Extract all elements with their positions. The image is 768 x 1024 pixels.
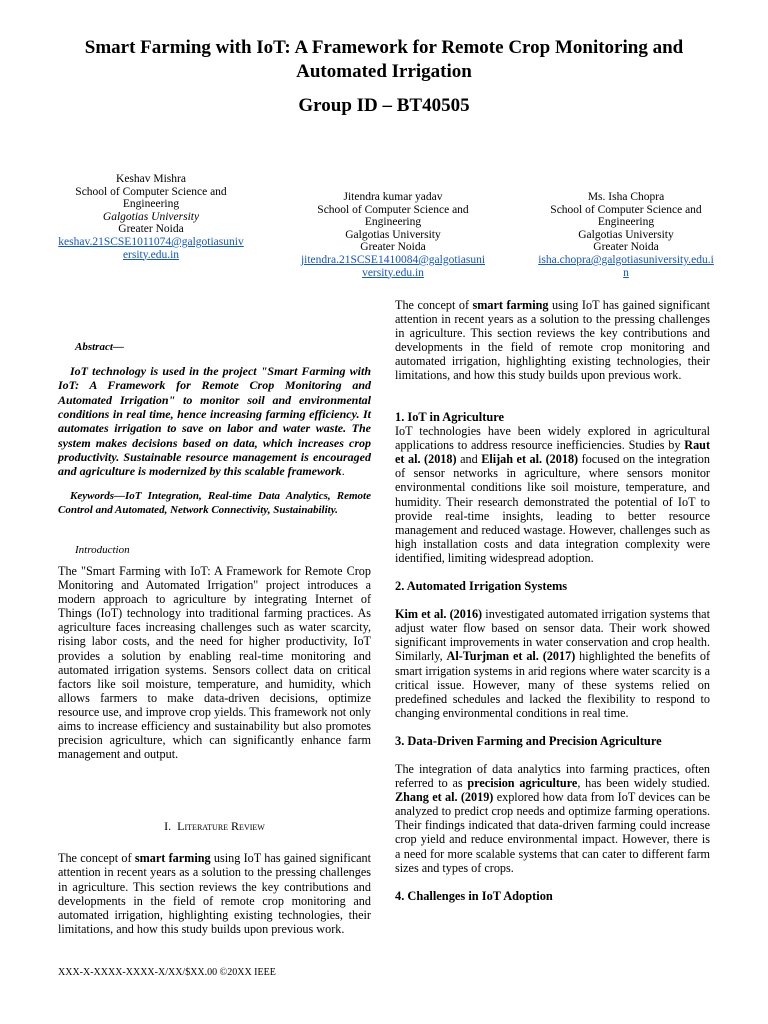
author-block-2 (300, 191, 486, 279)
author-email-link[interactable]: keshav.21SCSE1011074@galgotiasuniversity.edu.in (58, 235, 244, 261)
author-dept: School of Computer Science and Engineering (317, 203, 469, 229)
text-run: investigated automated irrigation systems that adjust water flow based on sensor data. Their work showed significant improvements in water conservation and crop health. Similarly, (395, 607, 710, 664)
citation: Kim et al. (2016) (395, 607, 483, 622)
author-name: Keshav Mishra (116, 173, 186, 185)
author-block-1 (56, 173, 246, 261)
subsection-heading-3: 3. Data-Driven Farming and Precision Agriculture (395, 733, 662, 748)
introduction-body: The "Smart Farming with IoT: A Framework for Remote Crop Monitoring and Automated Irrigation" project introduces a modern approach to agriculture by integrating Internet of Things (IoT) technology into traditional farming practices. As agriculture faces increasing challenges such as water scarcity, rising labor costs, and the need for higher productivity, IoT provides a solution by enabling real-time monitoring and automated irrigation systems. Sensors collect data on critical factors like soil moisture, temperature, and humidity, which allows farmers to make data-driven decisions, optimize resource use, and improve crop yields. This framework not only aims to increase efficiency and sustainability but also promotes precision agriculture, which can significantly enhance farm management and output. (58, 563, 371, 762)
citation: Zhang et al. (2019) (395, 790, 494, 805)
subsection-body-3 (395, 762, 710, 875)
bold-term: smart farming (134, 851, 211, 866)
right-column (395, 298, 711, 903)
text-run: using IoT has gained significant attention in recent years as a solution to the pressing challenges in agriculture. This section reviews the key contributions and developments in the field of remote crop monitoring and automated irrigation, highlighting existing technologies, their limitations, and how this study builds upon previous work. (58, 851, 371, 936)
author-dept: School of Computer Science and Engineering (75, 185, 227, 211)
author-city: Greater Noida (118, 223, 184, 236)
text-run: and (456, 452, 482, 467)
text-run: focused on the integration of sensor networks in agriculture, where sensors monitor environmental conditions like soil moisture, temperature, and humidity. Their research demonstrated the potential of IoT to provide real-time insights, leading to better resource management and reduced wastage. However, challenges such as high installation costs and data integration complexity were identified, limiting widespread adoption. (395, 452, 710, 565)
section-numeral: I. (164, 819, 172, 834)
subsection-heading-2: 2. Automated Irrigation Systems (395, 579, 568, 594)
section-title: Literature Review (177, 819, 265, 834)
subsection-heading-1: 1. IoT in Agriculture (395, 410, 505, 424)
author-email-link[interactable]: jitendra.21SCSE1410084@galgotiasuniversity.edu.in (300, 253, 486, 279)
left-column (58, 340, 371, 936)
literature-intro-flow (395, 298, 710, 383)
author-email-link[interactable]: isha.chopra@galgotiasuniversity.edu.in (538, 253, 714, 279)
author-university: Galgotias University (578, 228, 674, 241)
paper-title: Smart Farming with IoT: A Framework for Remote Crop Monitoring and Automated Irrigation (84, 37, 684, 82)
subsection-heading-4: 4. Challenges in IoT Adoption (395, 888, 553, 903)
author-city: Greater Noida (593, 241, 659, 254)
text-run: The concept of (395, 298, 473, 312)
introduction-heading: Introduction (75, 543, 130, 556)
section-heading-literature (58, 819, 371, 833)
text-run: highlighted the benefits of smart irrigation systems in arid regions where water scarcity is a critical issue. However, many of these systems relied on predefined schedules and lacked the flexibility to respond to changing environmental conditions in real time. (395, 649, 711, 720)
bold-term: precision agriculture (467, 776, 578, 791)
bold-term: smart farming (472, 298, 549, 312)
text-run: IoT technologies have been widely explored in agricultural applications to address resource inefficiencies. Studies by (395, 424, 710, 453)
citation: Al-Turjman et al. (2017) (446, 649, 576, 664)
author-city: Greater Noida (360, 241, 426, 254)
literature-intro (58, 851, 371, 936)
text-run: explored how data from IoT devices can be analyzed to predict crop needs and optimize farming operations. Their findings indicated that data-driven farming could increase crop yield and reduce environmental impact. However, there is a need for more scalable systems that can cater to different farm sizes and types of crops. (395, 790, 710, 875)
subsection-body-1 (395, 424, 710, 565)
keywords: Keywords—IoT Integration, Real-time Data Analytics, Remote Control and Automated, Network Connectivity, Sustainability. (58, 490, 371, 516)
citation: Elijah et al. (2018) (481, 452, 579, 467)
author-block-3 (536, 191, 716, 279)
author-dept: School of Computer Science and Engineering (550, 203, 702, 229)
author-university: Galgotias University (345, 228, 441, 241)
group-id: Group ID – BT40505 (298, 95, 470, 116)
citation: Raut et al. (2018) (395, 438, 710, 467)
author-university: Galgotias University (102, 210, 200, 223)
abstract-heading: Abstract— (75, 341, 124, 353)
page-footer: XXX-X-XXXX-XXXX-X/XX/$XX.00 ©20XX IEEE (58, 967, 276, 978)
text-run: The integration of data analytics into farming practices, often referred to as (395, 761, 710, 791)
author-name: Jitendra kumar yadav (343, 191, 443, 203)
text-run: , has been widely studied. (577, 776, 710, 791)
literature-intro-continued (395, 298, 711, 398)
text-run: using IoT has gained significant attention in recent years as a solution to the pressing challenges in agriculture. This section reviews the key contributions and developments in the field of remote crop monitoring and automated irrigation, highlighting existing technologies, their limitations, and how this study builds upon previous work. (395, 298, 711, 383)
subsection-body-2 (395, 607, 710, 720)
abstract-body: IoT technology is used in the project "Smart Farming with IoT: A Framework for Remote Crop Monitoring and Automated Irrigation" to monitor soil and environmental conditions in real time, hence increasing farming efficiency. It automates irrigation to save on labor and water waste. The system makes decisions based on data, which increases crop productivity. Sustainable resource management is encouraged and agriculture is modernized by this scalable framework. (58, 364, 371, 479)
author-name: Ms. Isha Chopra (587, 191, 665, 203)
text-run: The concept of (58, 851, 135, 866)
